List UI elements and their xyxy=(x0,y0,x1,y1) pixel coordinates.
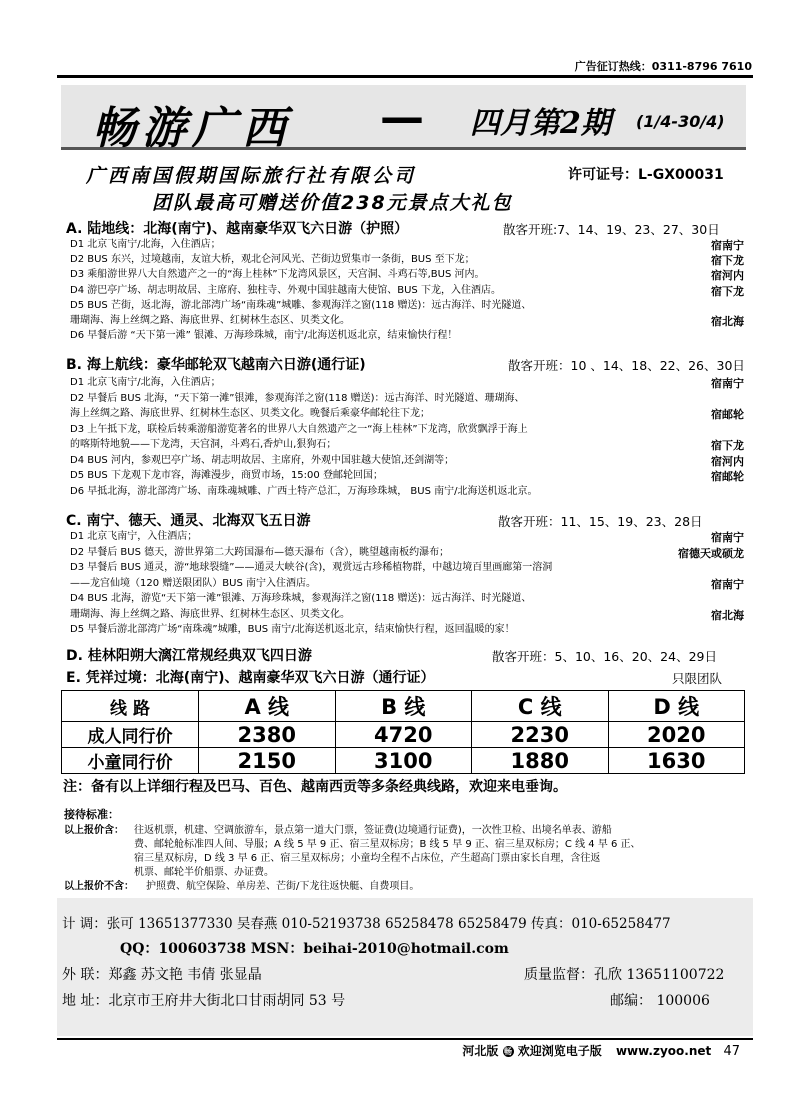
page-title: 畅游广西 xyxy=(92,103,292,154)
top-rule xyxy=(57,75,753,78)
contact-line-1: 计 调：张可 13651377330 吴春燕 010-52193738 65258478 65258479 传真：010-65258477 xyxy=(62,916,671,932)
itinerary-day: D4 BUS 北海，游览“天下第一滩”银滩、万海珍珠城，参观海洋之窗(118 赠送)：远古海洋、时光隧道、 xyxy=(70,593,532,604)
price-cell: 2380 xyxy=(199,722,336,748)
price-header-cell: 线 路 xyxy=(62,691,199,722)
itinerary-day: D6 早餐后游 “天下第一滩” 银滩、万海珍珠城，南宁/北海送机返北京，结束愉快行程！ xyxy=(70,330,458,342)
promo-headline: 团队最高可赠送价值238元景点大礼包 xyxy=(152,192,513,214)
footer-rule xyxy=(57,1038,753,1040)
page-number: 47 xyxy=(723,1044,740,1059)
itinerary-day: D3 早餐后 BUS 通灵，游“地球裂缝”——通灵大峡谷(含)，观赏远古珍稀植物群，中越边境百里画廊第一溶洞 xyxy=(70,562,553,573)
itinerary-day: D2 早餐后 BUS 北海，“天下第一滩”银滩，参观海洋之窗(118 赠送)：远古海洋、时光隧道、珊瑚海、 xyxy=(70,392,525,404)
standards-heading: 接待标准： xyxy=(64,808,119,821)
route-c-departure: 散客开班：11、15、19、23、28日 xyxy=(498,514,703,529)
itinerary-day: D1 北京飞南宁/北海，入住酒店； xyxy=(70,239,221,250)
overnight-stay: 宿邮轮 xyxy=(711,470,744,483)
contact-postcode: 邮编： 100006 xyxy=(610,993,710,1009)
itinerary-day: D2 早餐后 BUS 德天，游世界第二大跨国瀑布—德天瀑布（含），眺望越南板约瀑布； xyxy=(70,546,450,558)
price-cell: 3100 xyxy=(335,748,472,774)
standards-included-label: 以上报价含： xyxy=(64,825,124,836)
route-c-title: C. 南宁、德天、通灵、北海双飞五日游 xyxy=(66,513,311,529)
note-line: 注：备有以上详细行程及巴马、百色、越南西贡等多条经典线路，欢迎来电垂询。 xyxy=(63,779,567,795)
route-a-departure: 散客开班:7、14、19、23、27、30日 xyxy=(503,222,720,237)
route-a-title: A. 陆地线：北海(南宁)、越南豪华双飞六日游（护照） xyxy=(66,221,409,237)
overnight-stay: 宿河内 xyxy=(711,454,744,468)
itinerary-day: D3 乘船游世界八大自然遗产之一的“海上桂林”下龙湾风景区，天宫洞、斗鸡石等,BUS 河内。 xyxy=(70,269,485,281)
overnight-stay: 宿北海 xyxy=(711,608,744,622)
title-dash: — xyxy=(380,92,424,143)
itinerary-day: D6 早抵北海，游北部湾广场、南珠魂城雕、广西土特产总汇，万海珍珠城， BUS 南宁/北海送机返北京。 xyxy=(70,485,538,497)
price-table xyxy=(61,690,745,774)
footer-slogan: 欢迎浏览电子版 xyxy=(517,1044,602,1058)
itinerary-day: 的喀斯特地貌——下龙湾，天宫洞，斗鸡石,香炉山,狠狗石； xyxy=(70,439,337,450)
footer-url[interactable]: www.zyoo.net xyxy=(615,1044,712,1058)
price-header-row xyxy=(62,691,745,722)
itinerary-day: D3 上午抵下龙，联检后转乘游船游览著名的世界八大自然遗产之一“海上桂林”下龙湾，欣赏飘浮于海上 xyxy=(70,423,528,435)
overnight-stay: 宿下龙 xyxy=(711,284,744,298)
itinerary-day: D4 BUS 河内，参观巴亭广场、胡志明故居、主席府，外观中国驻越大使馆,还剑湖等； xyxy=(70,454,455,466)
issue-range: (1/4-30/4) xyxy=(636,112,725,131)
standards-included-2: 费、邮轮舱标准四人间、导服；A 线 5 早 9 正、宿三星双标房；B 线 5 早 9 正、宿三星双标房；C 线 4 早 6 正、 xyxy=(134,839,641,850)
price-cell: 2150 xyxy=(199,748,336,774)
price-cell: 2230 xyxy=(472,722,609,748)
price-cell: 4720 xyxy=(335,722,472,748)
company-name: 广西南国假期国际旅行社有限公司 xyxy=(86,165,417,187)
quality-supervisor: 质量监督：孔欣 13651100722 xyxy=(524,967,725,983)
standards-excluded-text: 护照费、航空保险、单房差、芒街/下龙往返快艇、自费项目。 xyxy=(146,881,420,892)
itinerary-day: D1 北京飞南宁/北海，入住酒店； xyxy=(70,377,221,388)
contact-line-3: 外 联：郑鑫 苏文艳 韦倩 张显晶 xyxy=(62,967,262,983)
route-e-note: 只限团队 xyxy=(672,671,723,686)
price-header-cell: B 线 xyxy=(335,691,472,722)
price-cell: 1630 xyxy=(608,748,745,774)
standards-included-3: 宿三星双标房，D 线 3 早 6 正、宿三星双标房；小童均全程不占床位，产生超高门票由家长自理，含往返 xyxy=(134,853,601,864)
itinerary-day: 海上丝绸之路、海底世界、红树林生态区、贝类文化。晚餐后乘豪华邮轮往下龙； xyxy=(70,408,430,419)
overnight-stay: 宿北海 xyxy=(711,315,744,328)
ad-hotline: 广告征订热线：0311-8796 7610 xyxy=(574,60,752,73)
itinerary-day: D5 早餐后游北部湾广场“南珠魂”城雕，BUS 南宁/北海送机返北京，结束愉快行程，返回温暖的家！ xyxy=(70,624,515,635)
price-row-adult xyxy=(62,722,745,748)
contact-line-2: QQ：100603738 MSN：beihai-2010@hotmail.com xyxy=(120,941,509,957)
contact-address: 地 址：北京市王府井大街北口甘雨胡同 53 号 xyxy=(62,993,346,1009)
standards-included-1: 往返机票，机建、空调旅游车，景点第一道大门票，签证费(边境通行证费)，一次性卫检、出境名单表、游船 xyxy=(134,825,612,836)
overnight-stay: 宿河内 xyxy=(711,269,744,283)
route-b-title: B. 海上航线：豪华邮轮双飞越南六日游(通行证) xyxy=(66,357,366,373)
itinerary-day: D5 BUS 芒街，返北海，游北部湾广场“南珠魂”城雕、参观海洋之窗(118 赠送)：远古海洋、时光隧道、 xyxy=(70,299,532,311)
footer xyxy=(462,1042,740,1059)
itinerary-day: D5 BUS 下龙观下龙市容，海滩漫步，商贸市场，15:00 登邮轮回国； xyxy=(70,470,383,481)
price-cell: 1880 xyxy=(472,748,609,774)
itinerary-day: D4 游巴亭广场、胡志明故居、主席府、独柱寺、外观中国驻越南大使馆、BUS 下龙，入住酒店。 xyxy=(70,284,501,296)
price-header-cell: A 线 xyxy=(199,691,336,722)
overnight-stay: 宿南宁 xyxy=(711,531,744,544)
overnight-stay: 宿下龙 xyxy=(711,439,744,452)
issue-label: 四月第2期 xyxy=(470,106,611,141)
route-d-title: D. 桂林阳朔大漓江常规经典双飞四日游 xyxy=(66,648,312,664)
standards-included-4: 机票、邮轮半价船票、办证费。 xyxy=(134,867,274,878)
overnight-stay: 宿南宁 xyxy=(711,239,744,252)
overnight-stay: 宿南宁 xyxy=(711,377,744,390)
itinerary-day: ——龙宫仙境（120 赠送限团队）BUS 南宁入住酒店。 xyxy=(70,577,316,589)
license-number: 许可证号：L-GX00031 xyxy=(568,167,724,183)
itinerary-day: 珊瑚海、海上丝绸之路、海底世界、红树林生态区、贝类文化。 xyxy=(70,315,350,326)
route-e-title: E. 凭祥过境：北海(南宁)、越南豪华双飞六日游（通行证） xyxy=(66,670,435,686)
standards-excluded-label: 以上报价不含： xyxy=(64,881,134,892)
price-header-cell: D 线 xyxy=(608,691,745,722)
itinerary-day: D1 北京飞南宁，入住酒店； xyxy=(70,531,198,542)
edition-badge: 畅 xyxy=(504,1047,513,1056)
route-b-departure: 散客开班：10 、14、18、22、26、30日 xyxy=(508,358,745,373)
overnight-stay: 宿德天或硕龙 xyxy=(678,546,744,560)
price-header-cell: C 线 xyxy=(472,691,609,722)
itinerary-day: 珊瑚海、海上丝绸之路、海底世界、红树林生态区、贝类文化。 xyxy=(70,608,350,620)
price-row-label: 成人同行价 xyxy=(62,722,199,748)
overnight-stay: 宿下龙 xyxy=(711,254,744,268)
overnight-stay: 宿南宁 xyxy=(711,577,744,591)
price-row-label: 小童同行价 xyxy=(62,748,199,774)
itinerary-day: D2 BUS 东兴，过境越南，友谊大桥，观北仑河风光、芒街边贸集市一条街，BUS 至下龙； xyxy=(70,254,475,266)
price-row-child xyxy=(62,748,745,774)
route-d-departure: 散客开班：5、10、16、20、24、29日 xyxy=(492,649,717,664)
overnight-stay: 宿邮轮 xyxy=(711,408,744,421)
footer-edition: 河北版 xyxy=(462,1044,499,1058)
price-cell: 2020 xyxy=(608,722,745,748)
